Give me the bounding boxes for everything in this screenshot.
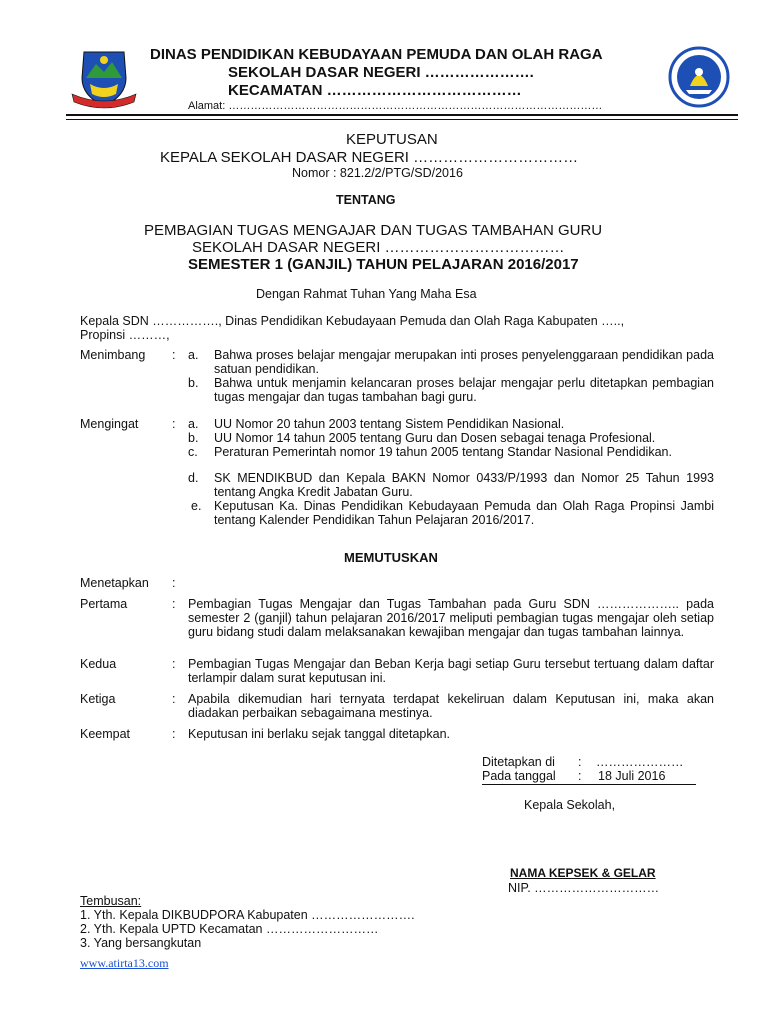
intro-paragraph-line2: Propinsi ………, [80,328,170,342]
mengingat-item-e: Keputusan Ka. Dinas Pendidikan Kebudayaan Pemuda dan Olah Raga Propinsi Jambi tentang Kalender Pendidikan Tahun Pelajaran 2016/2017. [214,499,714,527]
decision-heading: MEMUTUSKAN [344,550,438,565]
tanggal-colon: : [578,769,582,783]
doc-subtitle: KEPALA SEKOLAH DASAR NEGERI …………………………… [160,149,579,166]
subject-line-1: PEMBAGIAN TUGAS MENGAJAR DAN TUGAS TAMBAHAN GURU [144,222,603,239]
pertama-colon: : [172,597,176,611]
mengingat-item-a: UU Nomor 20 tahun 2003 tentang Sistem Pendidikan Nasional. [214,417,565,431]
menimbang-label: Menimbang [80,348,146,362]
mengingat-item-d: SK MENDIKBUD dan Kepala BAKN Nomor 0433/P/1993 dan Nomor 25 Tahun 1993 tentang Angka Kredit Jabatan Guru. [214,471,714,499]
about-heading: TENTANG [336,193,396,207]
ketiga-label: Ketiga [80,692,116,706]
ketiga-text: Apabila dikemudian hari ternyata terdapat kekeliruan dalam Keputusan ini, maka akan diadakan perbaikan sebagaimana mestinya. [188,692,714,720]
cc-heading: Tembusan: [80,894,142,908]
pertama-text: Pembagian Tugas Mengajar dan Tugas Tambahan pada Guru SDN ……………….. pada semester 2 (ganjil) tahun pelajaran 2016/2017 meliputi pembagian tugas mengajar oleh setiap guru bidang studi dalam melaksanakan kewajiban mengajar dan tugas tambahan lainnya. [188,597,714,639]
doc-title: KEPUTUSAN [346,131,438,148]
kedua-text: Pembagian Tugas Mengajar dan Beban Kerja bagi setiap Guru tersebut tertuang dalam daftar terlampir dalam surat keputusan ini. [188,657,714,685]
letterhead-agency: DINAS PENDIDIKAN KEBUDAYAAN PEMUDA DAN OLAH RAGA [150,46,603,63]
letterhead-address: Alamat: ………………………………………………………………………………………… [188,100,603,112]
mengingat-colon: : [172,417,176,431]
menimbang-mark-a: a. [188,348,199,362]
intro-paragraph-line1: Kepala SDN ……………., Dinas Pendidikan Kebudayaan Pemuda dan Olah Raga Kabupaten ….., [80,314,625,328]
signer-role: Kepala Sekolah, [524,798,616,812]
ditetapkan-value: ………………… [596,755,684,769]
letterhead-rule-thin [66,119,738,120]
menimbang-mark-b: b. [188,376,199,390]
menimbang-item-a: Bahwa proses belajar mengajar merupakan inti proses penyelenggaraan pendidikan pada satuan pendidikan. [214,348,714,376]
subject-line-3: SEMESTER 1 (GANJIL) TAHUN PELAJARAN 2016/2017 [188,256,579,273]
letterhead-rule-thick [66,114,738,116]
subject-line-2: SEKOLAH DASAR NEGERI ……………………………… [192,239,565,256]
blessing-line: Dengan Rahmat Tuhan Yang Maha Esa [256,287,477,301]
mengingat-item-b: UU Nomor 14 tahun 2005 tentang Guru dan Dosen sebagai tenaga Profesional. [214,431,656,445]
mengingat-mark-a: a. [188,417,199,431]
footer-website-link[interactable]: www.atirta13.com [80,956,169,970]
mengingat-item-c: Peraturan Pemerintah nomor 19 tahun 2005 tentang Standar Nasional Pendidikan. [214,445,672,459]
signer-nip: NIP. ………………………… [508,881,660,895]
ditetapkan-label: Ditetapkan di [482,755,555,769]
menetapkan-colon: : [172,576,176,590]
tanggal-label: Pada tanggal [482,769,556,783]
keempat-colon: : [172,727,176,741]
signer-name: NAMA KEPSEK & GELAR [510,866,656,880]
tanggal-value: 18 Juli 2016 [598,769,666,783]
cc-item-1: 1. Yth. Kepala DIKBUDPORA Kabupaten ……………………. [80,908,415,922]
doc-number: Nomor : 821.2/2/PTG/SD/2016 [292,166,463,180]
cc-item-2: 2. Yth. Kepala UPTD Kecamatan ……………………… [80,922,379,936]
pertama-label: Pertama [80,597,128,611]
letterhead-school: SEKOLAH DASAR NEGERI …………………. [228,64,534,81]
tanggal-row [482,769,696,785]
menimbang-colon: : [172,348,176,362]
regency-emblem-icon [70,48,138,110]
kedua-colon: : [172,657,176,671]
keempat-label: Keempat [80,727,131,741]
cc-item-3: 3. Yang bersangkutan [80,936,202,950]
menimbang-item-b: Bahwa untuk menjamin kelancaran proses belajar mengajar perlu ditetapkan pembagian tugas mengajar dan tugas tambahan bagi guru. [214,376,714,404]
ditetapkan-colon: : [578,755,582,769]
kedua-label: Kedua [80,657,117,671]
keempat-text: Keputusan ini berlaku sejak tanggal ditetapkan. [188,727,450,741]
menetapkan-label: Menetapkan [80,576,149,590]
mengingat-mark-b: b. [188,431,199,445]
mengingat-mark-e: e. [191,499,202,513]
mengingat-label: Mengingat [80,417,139,431]
mengingat-mark-c: c. [188,445,198,459]
letterhead-district: KECAMATAN ………………………………… [228,82,522,99]
tut-wuri-handayani-icon [668,46,730,108]
ketiga-colon: : [172,692,176,706]
mengingat-mark-d: d. [188,471,199,485]
